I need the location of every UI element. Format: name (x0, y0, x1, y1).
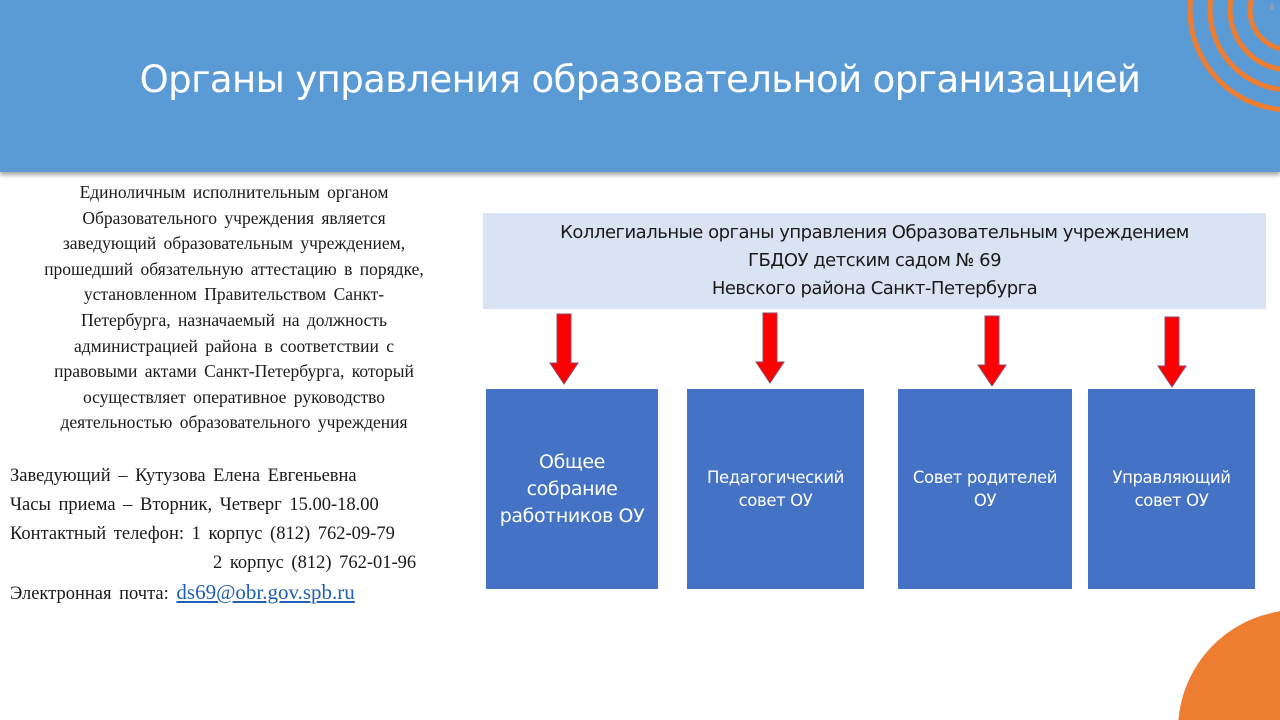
pedagogical-council-box (687, 389, 864, 589)
body-label-line: Совет родителей (912, 468, 1058, 487)
body-label-line: Управляющий (1112, 468, 1231, 487)
arrow-down-icon (1157, 316, 1187, 388)
email-row (10, 578, 470, 609)
collegial-title-line: Невского района Санкт-Петербурга (711, 278, 1038, 299)
slide-header (0, 0, 1280, 172)
body-label-line: совет ОУ (1134, 491, 1209, 510)
description-line: прошедший обязательную аттестацию в порядке, (44, 258, 424, 279)
body-label-line: ОУ (973, 491, 997, 510)
parents-council-box (898, 389, 1072, 589)
phone-building-1: Контактный телефон: 1 корпус (812) 762-09-79 (10, 524, 395, 544)
body-label-line: работников ОУ (499, 504, 645, 527)
orange-circle-decoration-icon (1178, 610, 1280, 720)
description-line: правовыми актами Санкт-Петербурга, который (54, 361, 414, 382)
collegial-title-line: ГБДОУ детским садом № 69 (747, 250, 1002, 271)
description-line: Петербурга, назначаемый на должность (80, 309, 388, 330)
collegial-title-line: Коллегиальные органы управления Образовательным учреждением (560, 222, 1189, 243)
governing-council-box (1088, 389, 1255, 589)
description-line: Единоличным исполнительным органом (79, 182, 389, 202)
general-staff-meeting-box (486, 389, 658, 589)
arrow-down-icon (977, 315, 1007, 387)
head-name: Заведующий – Кутузова Елена Евгеньевна (10, 466, 357, 486)
collegial-bodies-box (483, 213, 1266, 309)
slide-title: Органы управления образовательной организацией (139, 58, 1141, 101)
email-label: Электронная почта: (10, 584, 177, 604)
description-line: Образовательного учреждения является (82, 207, 386, 228)
body-label-line: Педагогический (706, 468, 845, 487)
executive-body-description (8, 180, 460, 436)
body-label-line: собрание (526, 477, 618, 500)
phone-building-2: 2 корпус (812) 762-01-96 (213, 553, 417, 573)
description-line: установленном Правительством Санкт- (83, 284, 385, 305)
body-label-line: совет ОУ (738, 491, 813, 510)
contact-info (10, 462, 470, 609)
description-line: деятельностью образовательного учреждения (60, 412, 408, 433)
email-link[interactable]: ds69@obr.gov.spb.ru (176, 580, 355, 604)
arrow-down-icon (549, 313, 579, 385)
corner-marker-icon (1270, 4, 1274, 10)
description-line: заведующий образовательным учреждением, (62, 233, 406, 254)
body-label-line: Общее (539, 450, 605, 473)
description-line: администрацией района в соответствии с (73, 335, 395, 356)
description-line: осуществляет оперативное руководство (82, 386, 386, 407)
reception-hours: Часы приема – Вторник, Четверг 15.00-18.00 (10, 495, 379, 515)
arrow-down-icon (755, 312, 785, 384)
